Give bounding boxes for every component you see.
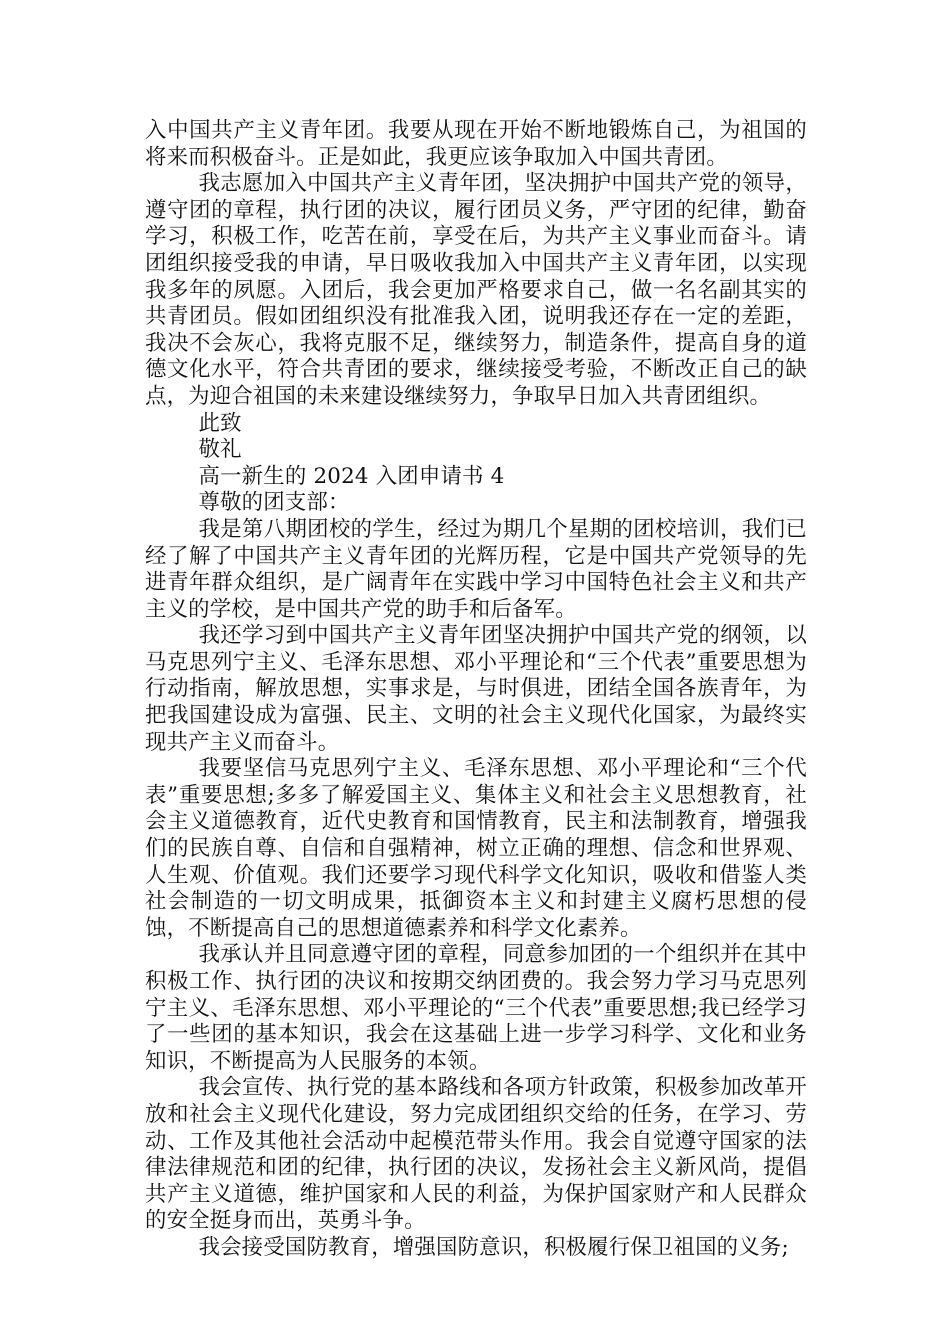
- closing-salutation: 此致: [198, 410, 242, 436]
- paragraph-continuation: 入中国共产主义青年团。我要从现在开始不断地锻炼自己，为祖国的将来而积极奋斗。正是如此，我更应该争取加入中国共青团。: [145, 118, 807, 170]
- paragraph-charter: 我承认并且同意遵守团的章程，同意参加团的一个组织并在其中积极工作、执行团的决议和按期交纳团费的。我会努力学习马克思列宁主义、毛泽东思想、邓小平理论的“三个代表”重要思想;我已经学习了一些团的基本知识，我会在这基础上进一步学习科学、文化和业务知识，不断提高为人民服务的本领。: [145, 942, 807, 1074]
- paragraph-defense: 我会接受国防教育，增强国防意识，积极履行保卫祖国的义务;: [198, 1234, 789, 1260]
- letter-greeting: 尊敬的团支部：: [198, 490, 350, 516]
- document-page: [145, 118, 807, 1262]
- section-title: 高一新生的 2024 入团申请书 4: [198, 463, 505, 489]
- paragraph-program: 我还学习到中国共产主义青年团坚决拥护中国共产党的纲领，以马克思列宁主义、毛泽东思想、邓小平理论和“三个代表”重要思想为行动指南，解放思想，实事求是，与时俱进，团结全国各族青年，为把我国建设成为富强、民主、文明的社会主义现代化国家，为最终实现共产主义而奋斗。: [145, 623, 807, 755]
- paragraph-belief: 我要坚信马克思列宁主义、毛泽东思想、邓小平理论和“三个代表”重要思想;多多了解爱国主义、集体主义和社会主义思想教育，社会主义道德教育，近代史教育和国情教育，民主和法制教育，增强我们的民族自尊、自信和自强精神，树立正确的理想、信念和世界观、人生观、价值观。我们还要学习现代科学文化知识，吸收和借鉴人类社会制造的一切文明成果，抵御资本主义和封建主义腐朽思想的侵蚀，不断提高自己的思想道德素养和科学文化素养。: [145, 756, 807, 941]
- paragraph-intro: 我是第八期团校的学生，经过为期几个星期的团校培训，我们已经了解了中国共产主义青年团的光辉历程，它是中国共产党领导的先进青年群众组织，是广阔青年在实践中学习中国特色社会主义和共产主义的学校，是中国共产党的助手和后备军。: [145, 516, 807, 622]
- paragraph-pledge: 我志愿加入中国共产主义青年团，坚决拥护中国共产党的领导，遵守团的章程，执行团的决议，履行团员义务，严守团的纪律，勤奋学习，积极工作，吃苦在前，享受在后，为共产主义事业而奋斗。请团组织接受我的申请，早日吸收我加入中国共产主义青年团，以实现我多年的夙愿。入团后，我会更加严格要求自己，做一名名副其实的共青团员。假如团组织没有批准我入团，说明我还存在一定的差距，我决不会灰心，我将克服不足，继续努力，制造条件，提高自身的道德文化水平，符合共青团的要求，继续接受考验，不断改正自己的缺点，为迎合祖国的未来建设继续努力，争取早日加入共青团组织。: [145, 171, 807, 409]
- closing-regards: 敬礼: [198, 437, 242, 463]
- paragraph-policy: 我会宣传、执行党的基本路线和各项方针政策，积极参加改革开放和社会主义现代化建设，努力完成团组织交给的任务，在学习、劳动、工作及其他社会活动中起模范带头作用。我会自觉遵守国家的法律法律规范和团的纪律，执行团的决议，发扬社会主义新风尚，提倡共产主义道德，维护国家和人民的利益，为保护国家财产和人民群众的安全挺身而出，英勇斗争。: [145, 1075, 807, 1234]
